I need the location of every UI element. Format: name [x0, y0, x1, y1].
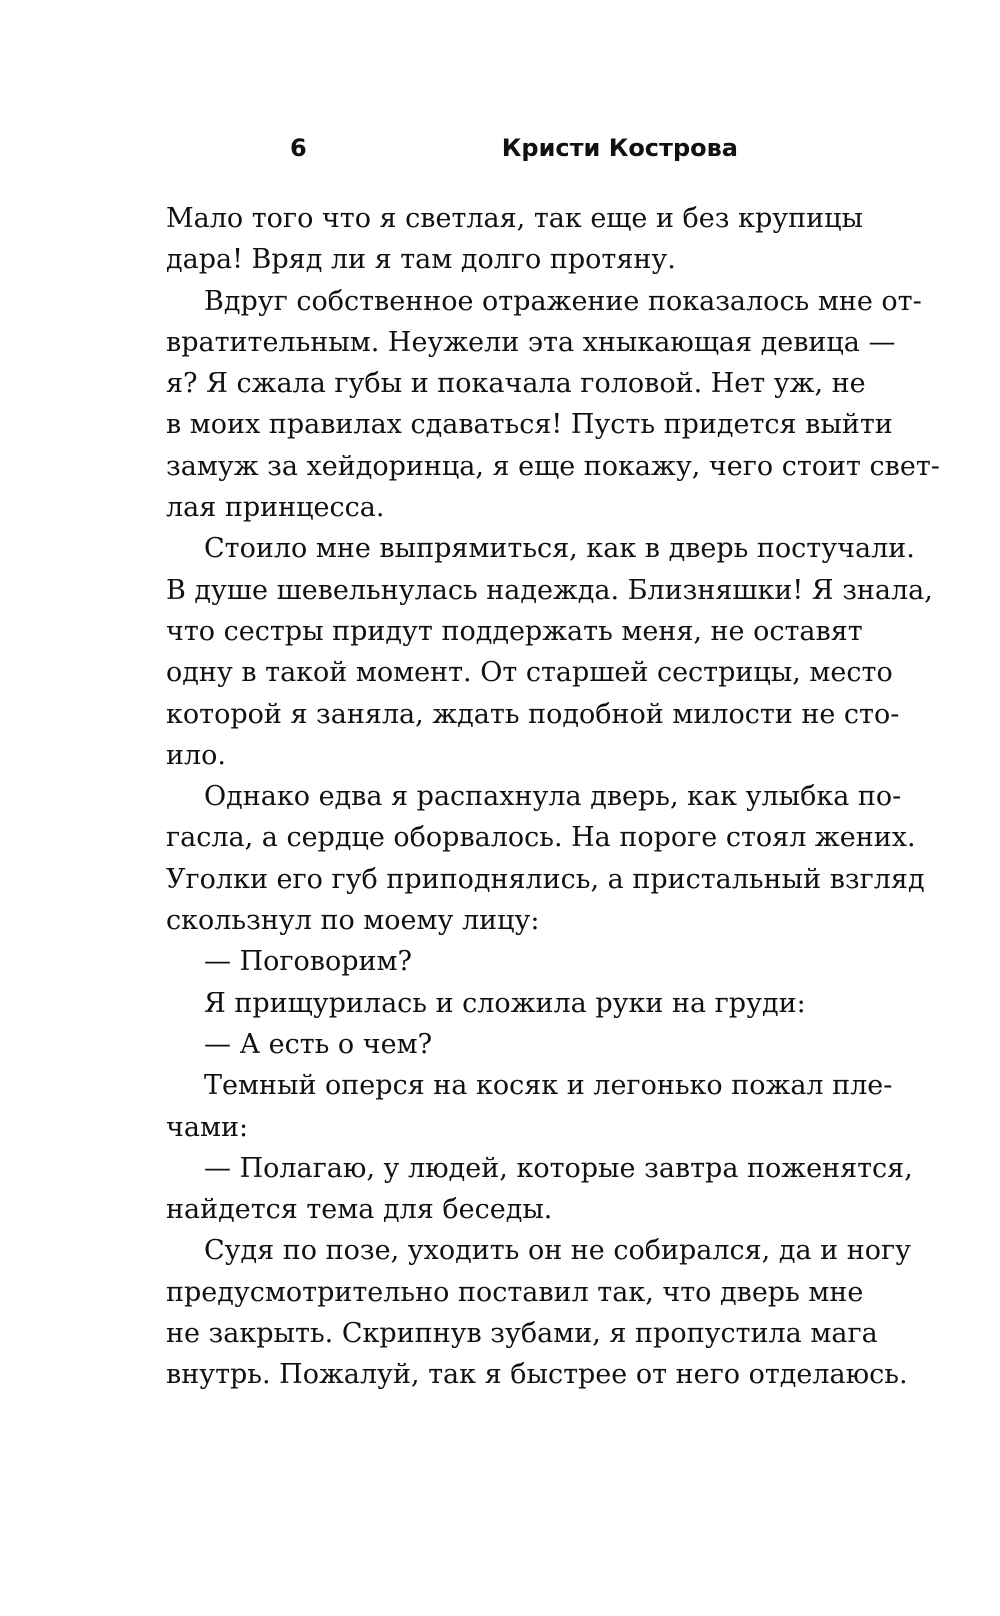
text-line: в моих правилах сдаваться! Пусть придется выйти [166, 409, 893, 441]
text-line: гасла, а сердце оборвалось. На пороге стоял жених. [166, 822, 916, 854]
text-line: Уголки его губ приподнялись, а пристальный взгляд [166, 863, 925, 895]
running-head [290, 128, 738, 168]
author-name: Кристи Кострова [501, 134, 738, 162]
text-line: Мало того что я светлая, так еще и без крупицы [166, 203, 863, 234]
text-line: Вдруг собственное отражение показалось мне от- [204, 285, 922, 317]
text-line: ило. [166, 739, 226, 771]
text-line: Судя по позе, уходить он не собирался, да и ногу [204, 1235, 911, 1267]
text-line: предусмотрительно поставил так, что дверь мне [166, 1276, 864, 1308]
text-line: одну в такой момент. От старшей сестрицы, место [166, 657, 893, 689]
text-line: — Поговорим? [204, 946, 412, 978]
text-line: скользнул по моему лицу: [166, 905, 540, 937]
text-line: не закрыть. Скрипнув зубами, я пропустила мага [166, 1318, 878, 1350]
text-line: что сестры придут поддержать меня, не оставят [166, 615, 863, 647]
text-line: — Полагаю, у людей, которые завтра поженятся, [204, 1152, 913, 1184]
text-line: чами: [166, 1111, 249, 1143]
text-line: которой я заняла, ждать подобной милости не сто- [166, 698, 900, 730]
text-line: замуж за хейдоринца, я еще покажу, чего стоит свет- [166, 450, 940, 482]
text-line: вратительным. Неужели эта хныкающая девица — [166, 326, 896, 358]
text-line: я? Я сжала губы и покачала головой. Нет уж, не [166, 368, 866, 400]
text-line: дара! Вряд ли я там долго протяну. [166, 244, 676, 276]
text-line: — А есть о чем? [204, 1028, 433, 1060]
text-line: Я прищурилась и сложила руки на груди: [204, 987, 806, 1019]
text-line: Темный оперся на косяк и легонько пожал пле- [204, 1070, 893, 1102]
text-line: Стоило мне выпрямиться, как в дверь постучали. [204, 533, 915, 565]
text-line: найдется тема для беседы. [166, 1194, 553, 1226]
page-number: 6 [290, 134, 307, 162]
text-line: В душе шевельнулась надежда. Близняшки! Я знала, [166, 574, 933, 606]
text-line: Однако едва я распахнула дверь, как улыбка по- [204, 781, 902, 813]
text-line: внутрь. Пожалуй, так я быстрее от него отделаюсь. [166, 1359, 908, 1391]
body-text [166, 198, 940, 1396]
text-line: лая принцесса. [166, 492, 385, 524]
